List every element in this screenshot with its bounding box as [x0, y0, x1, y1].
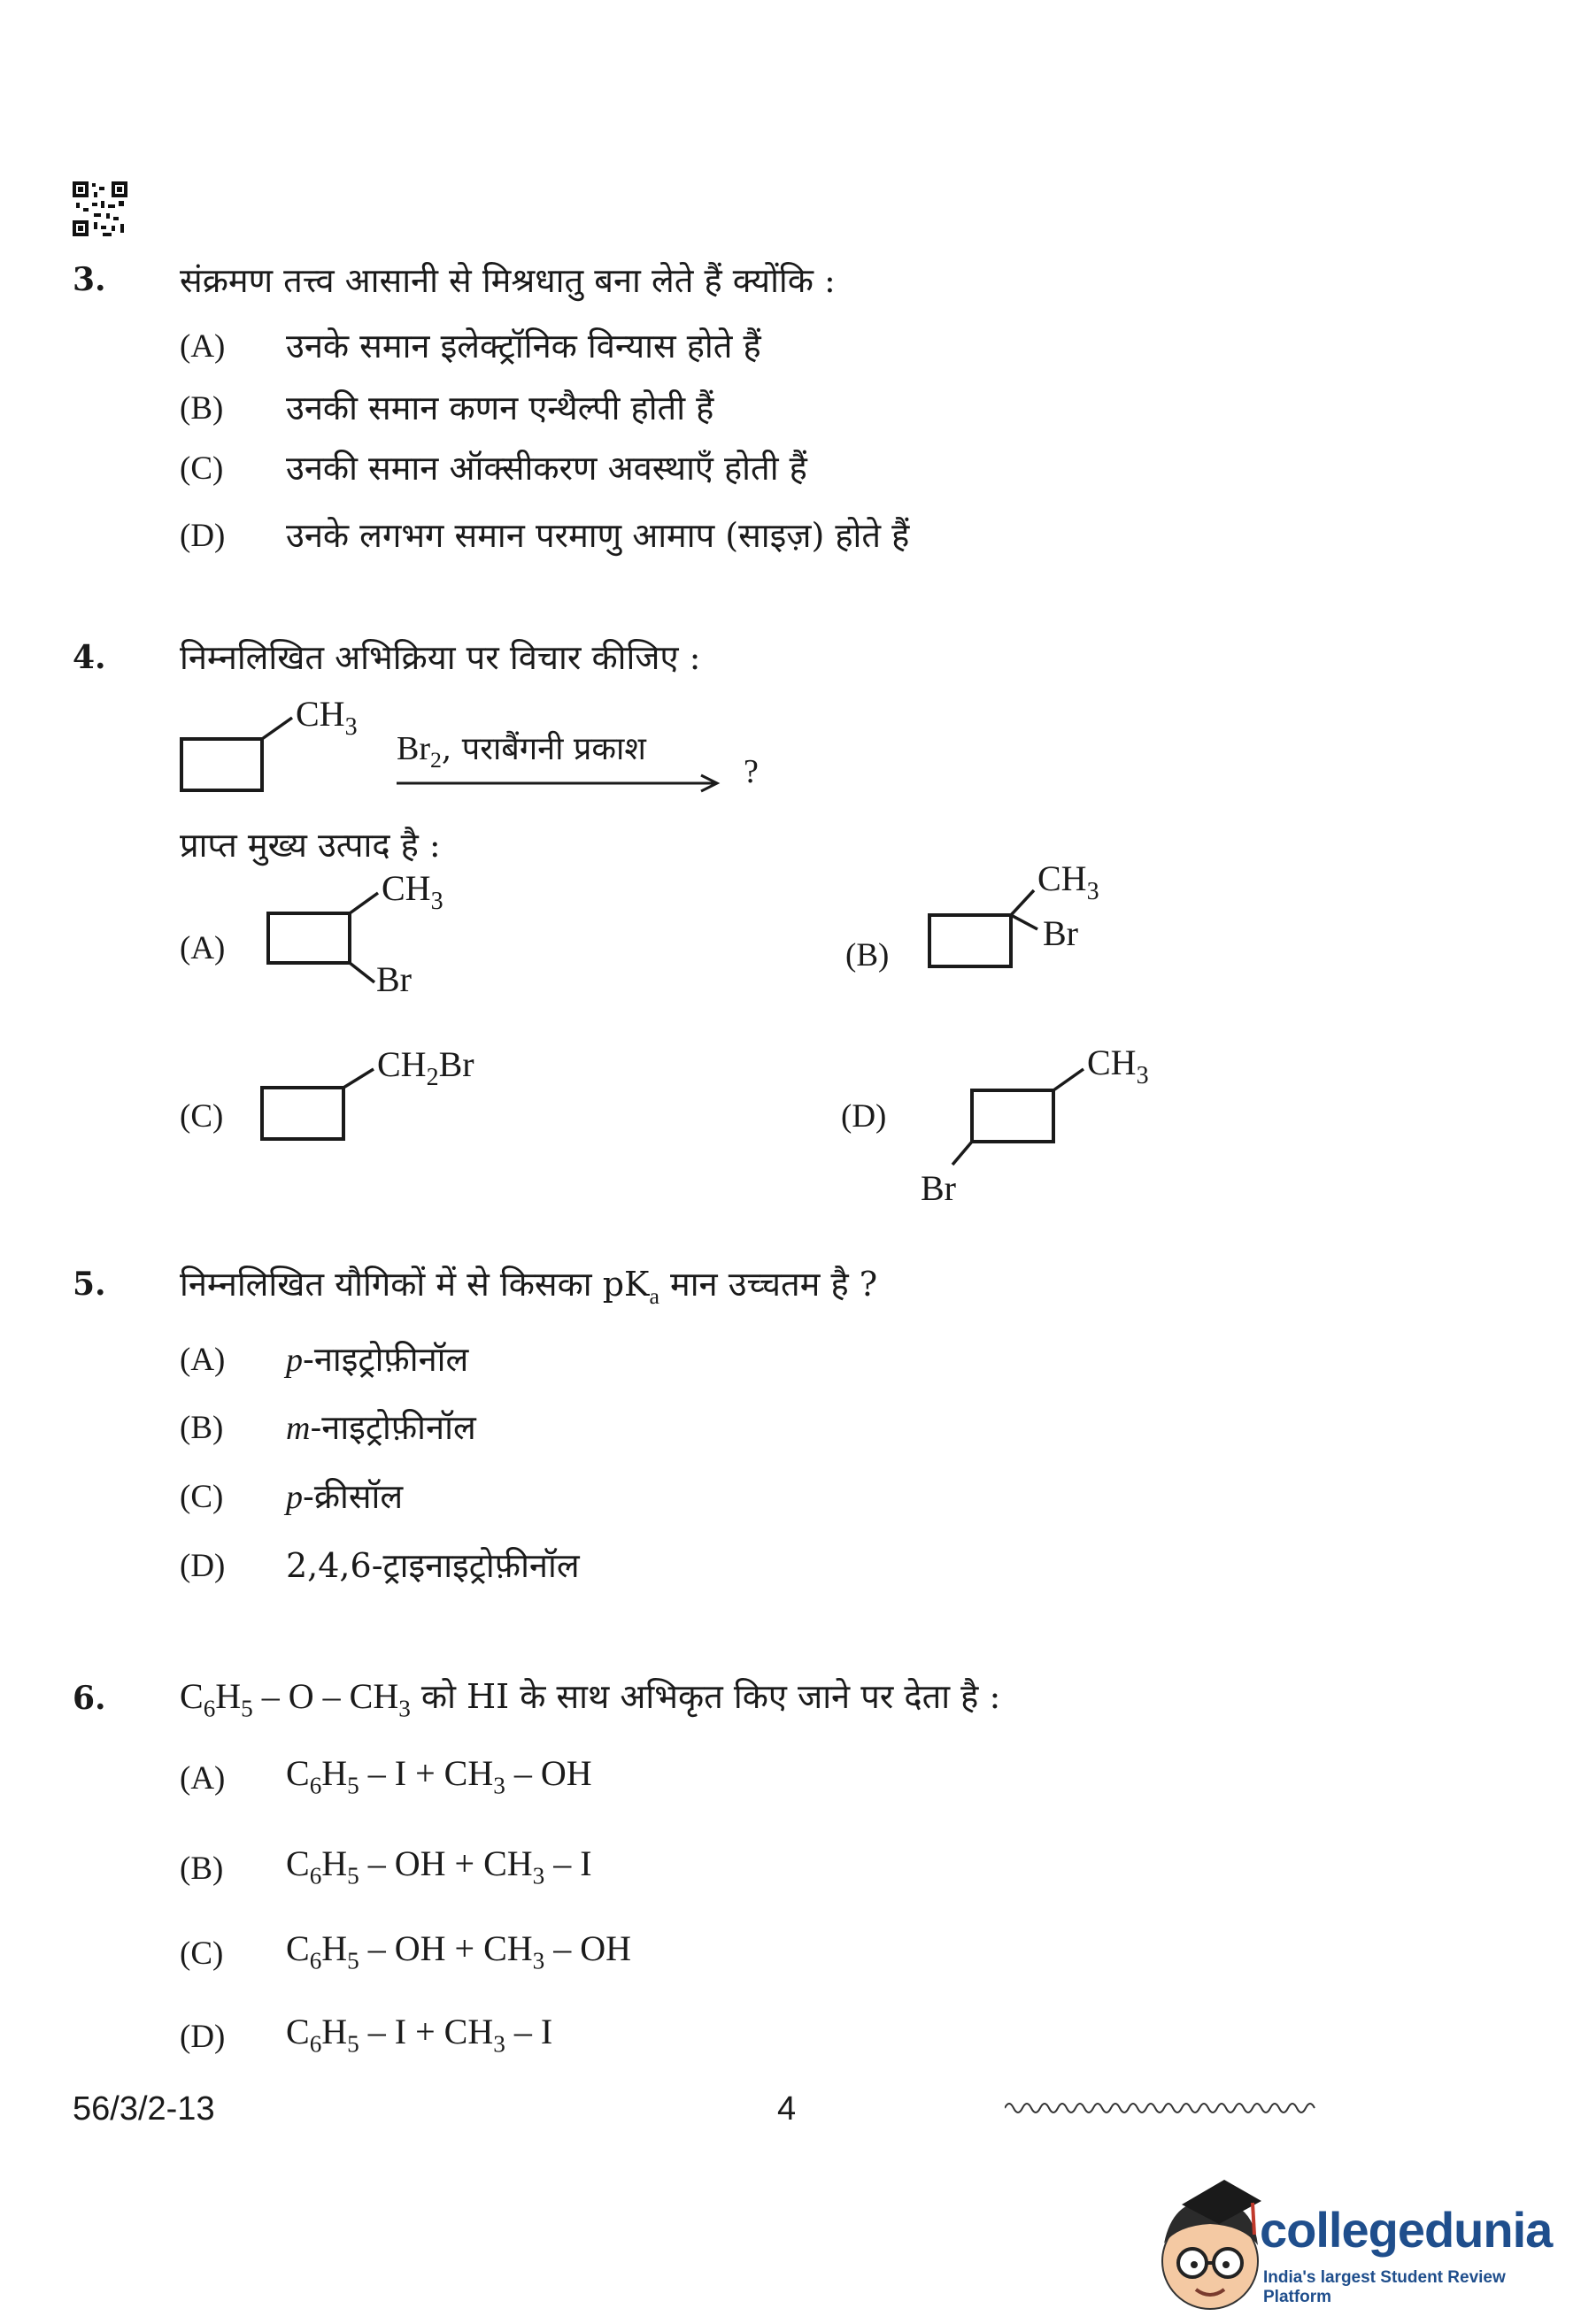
q4-number: 4.	[73, 639, 106, 676]
brand-name: collegedunia	[1260, 2202, 1553, 2258]
q6-option-b-label: (B)	[180, 1851, 224, 1887]
q3-number: 3.	[73, 261, 106, 298]
bromine-bond	[350, 963, 374, 982]
q5-option-a-text: p-नाइट्रोफ़ीनॉल	[286, 1340, 469, 1379]
q4-option-a-structure	[261, 863, 491, 1004]
q4-text: निम्नलिखित अभिक्रिया पर विचार कीजिए :	[180, 638, 701, 677]
q5-option-d-label: (D)	[180, 1548, 226, 1584]
q3-option-c-label: (C)	[180, 450, 224, 487]
q3-option-a-text: उनके समान इलेक्ट्रॉनिक विन्यास होते हैं	[286, 327, 761, 366]
q3-option-b-text: उनकी समान कणन एन्थैल्पी होती हैं	[286, 389, 714, 427]
cyclobutane-ring	[972, 1090, 1053, 1142]
q4-option-b-label: (B)	[845, 937, 890, 973]
q4-product-text: प्राप्त मुख्य उत्पाद है :	[180, 826, 441, 865]
brand-tagline: India's largest Student Review Platform	[1263, 2268, 1506, 2306]
q4-option-a-label: (A)	[180, 930, 226, 966]
q6-option-a-label: (A)	[180, 1760, 226, 1797]
page-number: 4	[777, 2090, 797, 2128]
cyclobutane-ring	[181, 739, 262, 790]
q4-question-mark: ?	[744, 753, 759, 790]
cyclobutane-ring	[268, 913, 350, 963]
q3-option-b-label: (B)	[180, 390, 224, 427]
methyl-label: $CH_3$	[1087, 1043, 1149, 1089]
methyl-bond	[262, 718, 292, 739]
q3-option-d-text: उनके लगभग समान परमाणु आमाप (साइज़) होते हैं	[286, 516, 910, 555]
q5-option-d-text: 2,4,6-ट्राइनाइट्रोफ़ीनॉल	[286, 1546, 580, 1585]
q4-reagent: $Br_2$, पराबैंगनी प्रकाश	[397, 730, 646, 773]
q6-option-a-text: $C_6H_5 - I + CH_3$ – OH	[286, 1753, 592, 1799]
q4-option-d-structure	[912, 1043, 1195, 1211]
methyl-bond	[1011, 890, 1034, 915]
q5-option-c-label: (C)	[180, 1479, 224, 1515]
bromine-label: Br	[921, 1168, 956, 1208]
bromine-bond	[1011, 915, 1037, 929]
q5-option-a-label: (A)	[180, 1342, 226, 1378]
paper-code: 56/3/2-13	[73, 2090, 215, 2128]
q6-option-b-text: $C_6H_5$ – OH + $CH_3$ – I	[286, 1843, 592, 1889]
q6-text: $C_6H_5$ – O – $CH_3$ को HI के साथ अभिकृत किए जाने पर देता है :	[180, 1676, 1001, 1722]
mascot-logo	[1155, 2164, 1261, 2319]
methyl-label: $CH_3$	[1037, 858, 1099, 905]
q4-option-c-label: (C)	[180, 1098, 224, 1135]
q4-option-d-label: (D)	[841, 1098, 887, 1135]
reaction-arrow	[395, 770, 731, 796]
ch2br-bond	[343, 1069, 374, 1088]
q6-number: 6.	[73, 1680, 106, 1717]
q5-number: 5.	[73, 1266, 106, 1303]
q5-option-b-text: m-नाइट्रोफ़ीनॉल	[286, 1408, 476, 1447]
q3-option-c-text: उनकी समान ऑक्सीकरण अवस्थाएँ होती हैं	[286, 449, 807, 488]
bromine-label: Br	[376, 959, 412, 999]
cyclobutane-ring	[262, 1088, 343, 1139]
q4-option-b-structure	[921, 850, 1151, 982]
q5-option-c-text: p-क्रीसॉल	[286, 1477, 404, 1516]
q5-option-b-label: (B)	[180, 1410, 224, 1446]
bromine-bond	[952, 1142, 972, 1165]
q4-option-c-structure	[257, 1044, 540, 1159]
q6-option-c-label: (C)	[180, 1935, 224, 1972]
methyl-bond	[350, 893, 378, 913]
q3-text: संक्रमण तत्त्व आसानी से मिश्रधातु बना लेते हैं क्योंकि :	[180, 261, 836, 300]
methyl-bond	[1053, 1069, 1084, 1090]
methyl-label: $CH_3$	[296, 695, 358, 741]
ch2br-label: $CH_2Br$	[377, 1044, 474, 1091]
methyl-label: $CH_3$	[382, 868, 443, 915]
cyclobutane-ring	[929, 915, 1011, 966]
wavy-line-decoration	[1005, 2097, 1323, 2119]
q3-option-d-label: (D)	[180, 518, 226, 554]
q6-option-d-text: $C_6H_5 - I + CH_3 - I$	[286, 2012, 553, 2058]
qr-code	[73, 181, 127, 236]
bromine-label: Br	[1043, 913, 1078, 953]
q6-option-c-text: $C_6H_5$ – OH + $CH_3$ – OH	[286, 1928, 632, 1974]
collegedunia-watermark	[1155, 2164, 1571, 2319]
q4-reactant-structure	[177, 695, 389, 801]
q5-text: निम्नलिखित यौगिकों में से किसका $pK_a$ मान उच्चतम है ?	[180, 1265, 878, 1310]
q6-option-d-label: (D)	[180, 2019, 226, 2055]
q3-option-a-label: (A)	[180, 328, 226, 365]
